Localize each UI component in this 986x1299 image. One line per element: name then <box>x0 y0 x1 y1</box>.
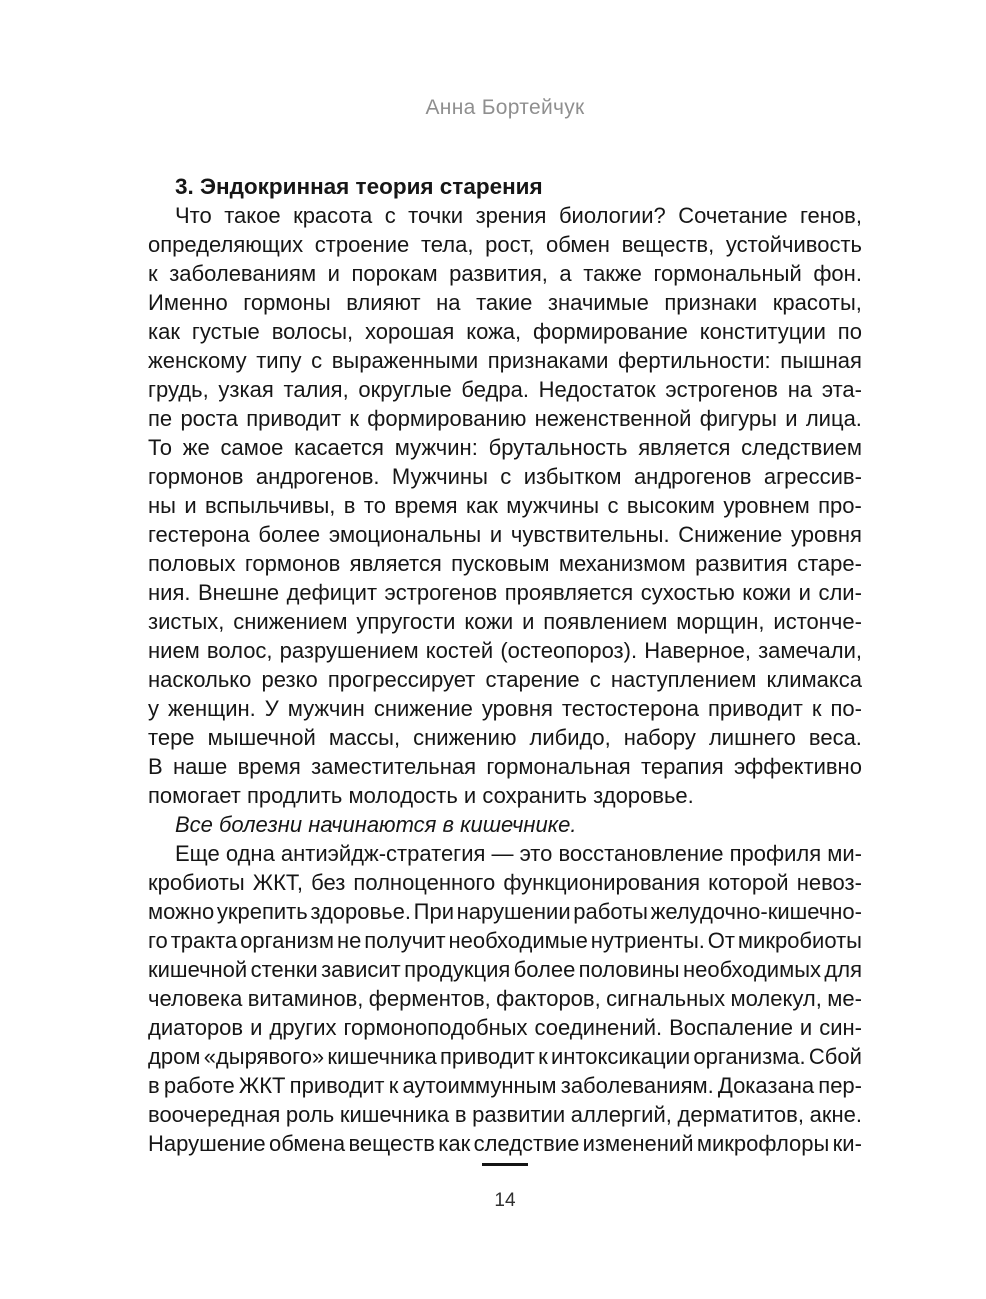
text-line: ния. Внешне дефицит эстрогенов проявляется сухостью кожи и сли- <box>148 580 862 605</box>
text-line: зистых, снижением упругости кожи и появлением морщин, истонче- <box>148 609 862 634</box>
text-line: у женщин. У мужчин снижение уровня тестостерона приводит к по- <box>148 696 862 721</box>
text-line: насколько резко прогрессирует старение с наступлением климакса <box>148 667 862 692</box>
paragraph <box>148 839 862 1158</box>
page-footer <box>148 1163 862 1212</box>
text-line: диаторов и других гормоноподобных соединений. Воспаление и син- <box>148 1015 862 1040</box>
text-block <box>148 172 862 1158</box>
page-number: 14 <box>494 1190 516 1211</box>
text-line: ны и вспыльчивы, в то время как мужчины с высоким уровнем про- <box>148 493 862 518</box>
text-line: половых гормонов является пусковым механизмом развития старе- <box>148 551 862 576</box>
text-line: пе роста приводит к формированию неженственной фигуры и лица. <box>148 406 862 431</box>
text-line: в работе ЖКТ приводит к аутоиммунным заболеваниям. Доказана пер- <box>148 1073 862 1098</box>
text-line: как густые волосы, хорошая кожа, формирование конституции по <box>148 319 862 344</box>
running-header-author: Анна Бортейчук <box>425 96 585 119</box>
text-line: Все болезни начинаются в кишечнике. <box>175 812 577 837</box>
section-heading: 3. Эндокринная теория старения <box>175 174 543 199</box>
text-line: помогает продлить молодость и сохранить здоровье. <box>148 783 694 808</box>
text-line: Еще одна антиэйдж-стратегия — это восстановление профиля ми- <box>175 841 862 866</box>
paragraph <box>148 201 862 810</box>
text-line: го тракта организм не получит необходимые нутриенты. От микробиоты <box>148 928 862 953</box>
footer-rule <box>482 1163 528 1166</box>
text-line: женскому типу с выраженными признаками фертильности: пышная <box>148 348 862 373</box>
text-line: кробиоты ЖКТ, без полноценного функционирования которой невоз- <box>148 870 862 895</box>
text-line: воочередная роль кишечника в развитии аллергий, дерматитов, акне. <box>148 1102 862 1127</box>
text-line: можно укрепить здоровье. При нарушении работы желудочно-кишечно- <box>148 899 862 924</box>
text-line: гестерона более эмоциональны и чувствительны. Снижение уровня <box>148 522 862 547</box>
text-line: Что такое красота с точки зрения биологии? Сочетание генов, <box>175 203 862 228</box>
text-line: Именно гормоны влияют на такие значимые признаки красоты, <box>148 290 862 315</box>
paragraphs-container <box>148 201 862 1158</box>
text-line: к заболеваниям и порокам развития, а также гормональный фон. <box>148 261 862 286</box>
text-line: кишечной стенки зависит продукция более половины необходимых для <box>148 957 862 982</box>
text-line: В наше время заместительная гормональная терапия эффективно <box>148 754 862 779</box>
paragraph <box>148 810 862 839</box>
text-line: грудь, узкая талия, округлые бедра. Недостаток эстрогенов на эта- <box>148 377 862 402</box>
text-line: нием волос, разрушением костей (остеопороз). Наверное, замечали, <box>148 638 862 663</box>
text-line: То же самое касается мужчин: брутальность является следствием <box>148 435 862 460</box>
text-line: гормонов андрогенов. Мужчины с избытком андрогенов агрессив- <box>148 464 862 489</box>
text-line: человека витаминов, ферментов, факторов, сигнальных молекул, ме- <box>148 986 862 1011</box>
text-line: определяющих строение тела, рост, обмен веществ, устойчивость <box>148 232 862 257</box>
text-line: тере мышечной массы, снижению либидо, набору лишнего веса. <box>148 725 862 750</box>
text-line: Нарушение обмена веществ как следствие изменений микрофлоры ки- <box>148 1131 862 1156</box>
text-line: дром «дырявого» кишечника приводит к интоксикации организма. Сбой <box>148 1044 862 1069</box>
